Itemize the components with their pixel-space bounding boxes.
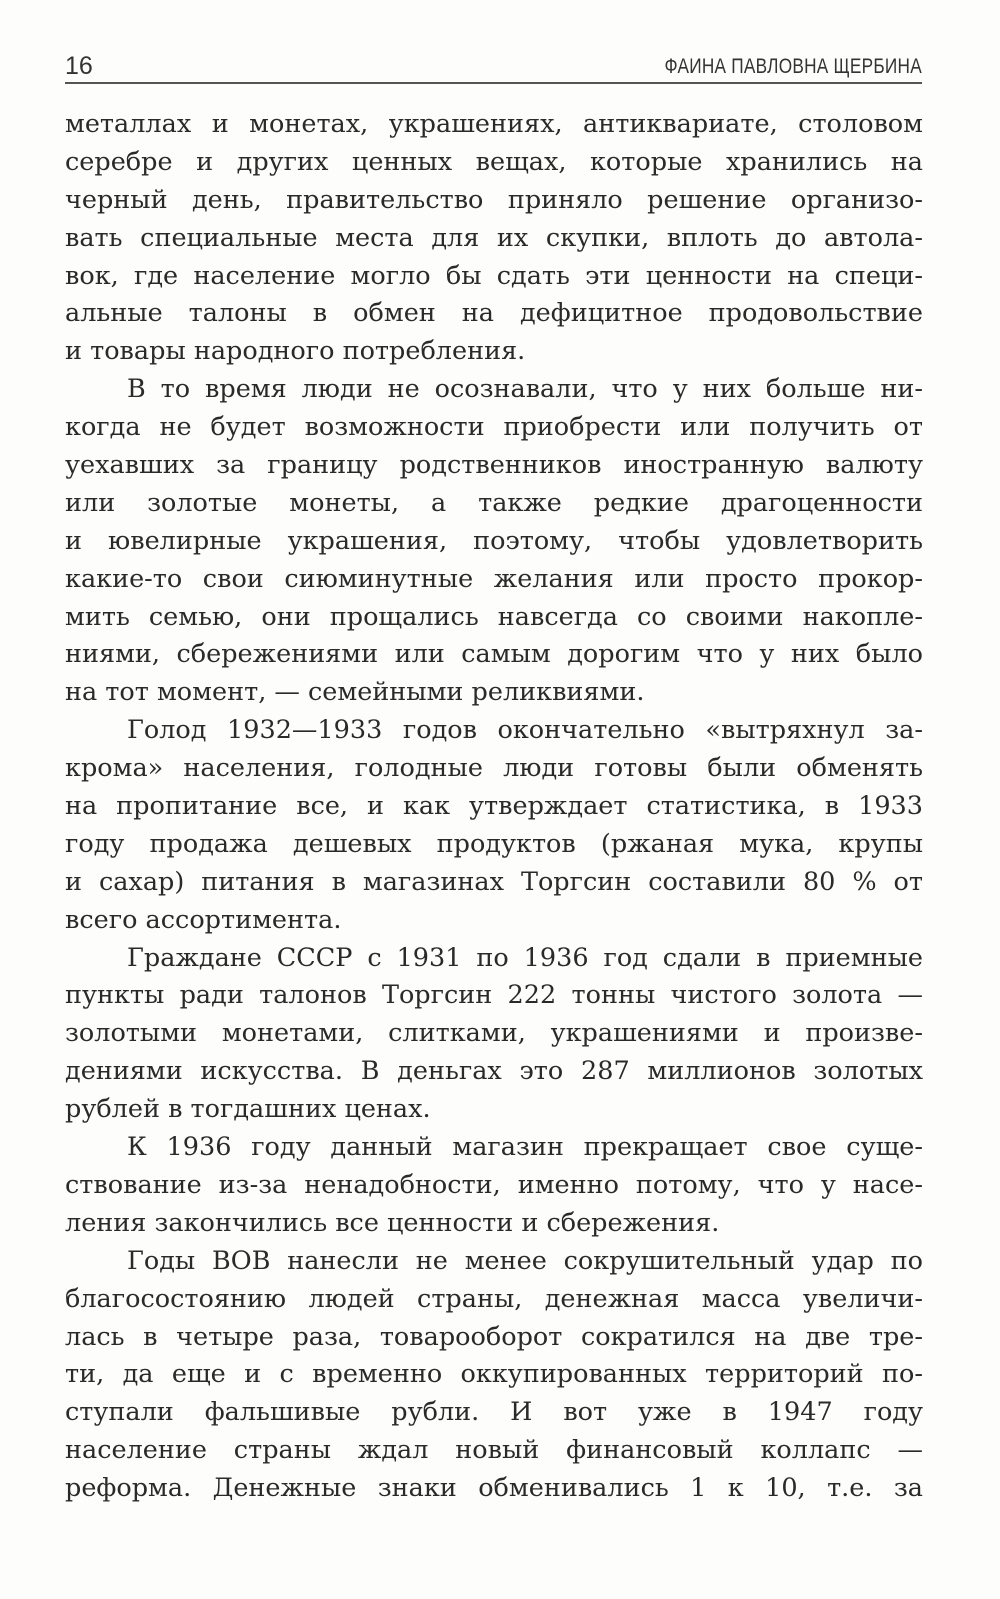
text-line: мить семью, они прощались навсегда со своими накопле- — [65, 601, 923, 632]
text-line: Граждане СССР с 1931 по 1936 год сдали в приемные — [127, 942, 923, 973]
text-line: альные талоны в обмен на дефицитное продовольствие — [65, 298, 923, 329]
paragraph — [65, 1129, 923, 1243]
text-line: ступали фальшивые рубли. И вот уже в 1947 году — [65, 1397, 923, 1428]
text-line: на пропитание все, и как утверждает статистика, в 1933 — [65, 791, 923, 822]
running-header — [65, 52, 922, 84]
paragraph — [65, 371, 923, 712]
text-line: лась в четыре раза, товарооборот сократился на две тре- — [65, 1321, 923, 1352]
text-line: на тот момент, — семейными реликвиями. — [65, 677, 645, 708]
text-line: вок, где население могло бы сдать эти ценности на специ- — [65, 260, 923, 291]
text-line: рублей в тогдашних ценах. — [65, 1094, 431, 1125]
paragraph — [65, 106, 923, 371]
running-title: ФАИНА ПАВЛОВНА ЩЕРБИНА — [664, 55, 922, 78]
page-number: 16 — [65, 52, 93, 80]
text-line: ления закончились все ценности и сбережения. — [65, 1207, 720, 1238]
text-line: ти, да еще и с временно оккупированных территорий по- — [65, 1359, 923, 1390]
text-line: ствование из-за ненадобности, именно потому, что у насе- — [65, 1169, 923, 1200]
paragraph — [65, 940, 923, 1129]
text-line: и ювелирные украшения, поэтому, чтобы удовлетворить — [65, 525, 923, 556]
text-line: уехавших за границу родственников иностранную валюту — [65, 450, 923, 481]
text-line: дениями искусства. В деньгах это 287 миллионов золотых — [65, 1056, 923, 1087]
text-line: население страны ждал новый финансовый коллапс — — [65, 1435, 923, 1466]
paragraph — [65, 1243, 923, 1508]
text-line: какие-то свои сиюминутные желания или просто прокор- — [65, 563, 923, 594]
text-line: и сахар) питания в магазинах Торгсин составили 80 % от — [65, 866, 923, 897]
text-line: К 1936 году данный магазин прекращает свое суще- — [127, 1132, 923, 1163]
text-line: пункты ради талонов Торгсин 222 тонны чистого золота — — [65, 980, 923, 1011]
text-line: крома» населения, голодные люди готовы были обменять — [65, 753, 923, 784]
text-line: ниями, сбережениями или самым дорогим что у них было — [65, 639, 923, 670]
paragraph — [65, 712, 923, 939]
text-line: вать специальные места для их скупки, вплоть до автола- — [65, 222, 923, 253]
text-line: всего ассортимента. — [65, 904, 342, 935]
text-line: Годы ВОВ нанесли не менее сокрушительный удар по — [127, 1245, 923, 1276]
text-line: или золотые монеты, а также редкие драгоценности — [65, 487, 923, 518]
text-line: благосостоянию людей страны, денежная масса увеличи- — [65, 1283, 923, 1314]
text-line: серебре и других ценных вещах, которые хранились на — [65, 146, 923, 177]
text-line: и товары народного потребления. — [65, 336, 526, 367]
text-line: металлах и монетах, украшениях, антиквариате, столовом — [65, 109, 923, 139]
page-body-text — [65, 106, 923, 1508]
text-line: золотыми монетами, слитками, украшениями и произве- — [65, 1018, 923, 1049]
text-line: В то время люди не осознавали, что у них больше ни- — [127, 374, 923, 405]
text-line: реформа. Денежные знаки обменивались 1 к 10, т.е. за — [65, 1473, 923, 1504]
text-line: когда не будет возможности приобрести или получить от — [65, 412, 923, 443]
text-line: черный день, правительство приняло решение организо- — [65, 184, 923, 215]
text-line: году продажа дешевых продуктов (ржаная мука, крупы — [65, 828, 923, 859]
text-line: Голод 1932—1933 годов окончательно «вытряхнул за- — [127, 715, 923, 746]
